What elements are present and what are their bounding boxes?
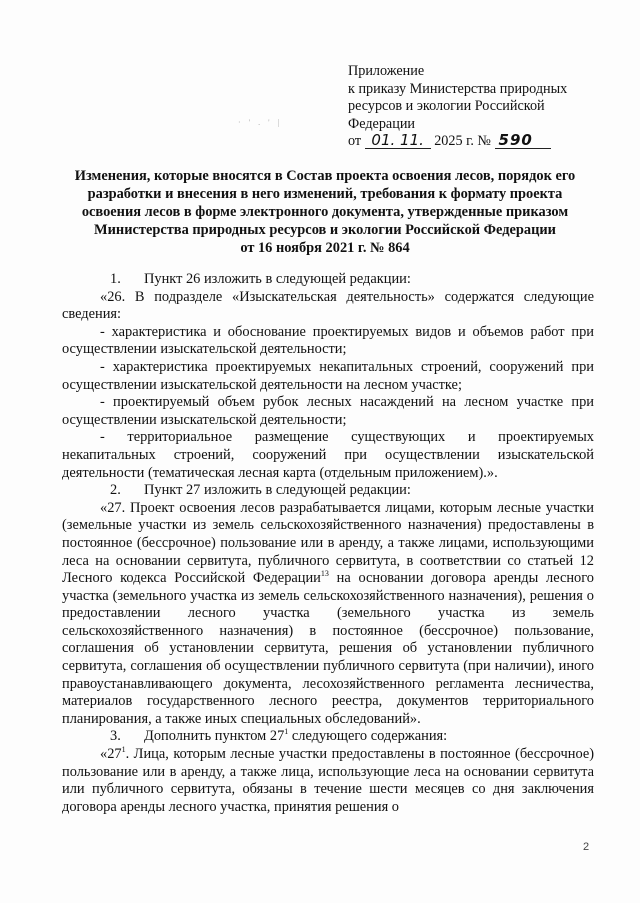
paragraph-text: . Лица, которым лесные участки предоставлены в постоянное (бессрочное) пользование или в аренду, а также лица, использующие леса на основании сервитута или публичного сервитута, обязаны в течение шести месяцев со дня заключения договора аренды лесного участка, принятия решения о (62, 746, 594, 815)
item-number: 2. (110, 482, 121, 499)
handwritten-order-number: 590 (495, 133, 551, 149)
order-date-line (348, 133, 598, 151)
bullet-paragraph: - характеристика и обоснование проектируемых видов и объемов работ при осуществлении изыскательской деятельности; (62, 323, 594, 358)
appendix-line: Приложение (348, 63, 425, 79)
handwritten-date: 01. 11. (365, 133, 431, 149)
paragraph-text: «27 (100, 746, 122, 763)
item-number: 3. (110, 728, 121, 745)
date-year: 2025 г. № (434, 133, 491, 149)
appendix-header (348, 63, 598, 151)
list-item (62, 271, 594, 289)
list-item (62, 728, 594, 746)
faint-stamp-mark: · ' . ' | (238, 118, 283, 127)
item-text: Пункт 27 изложить в следующей редакции: (144, 482, 411, 499)
appendix-line: ресурсов и экологии Российской (348, 98, 545, 114)
appendix-line: Федерации (348, 115, 416, 132)
appendix-line: к приказу Министерства природных (348, 80, 568, 97)
page-number: 2 (583, 841, 590, 853)
item-text: Дополнить пунктом 27 (144, 728, 285, 745)
paragraph-text: на основании договора аренды лесного участка (земельного участка из земель сельскохозяйственного назначения), решения о предоставлении лесного участка (земельного участка из земель сельскохозяйственного назначения) в постоянное (бессрочное) пользование, соглашения об установлении сервитута, решения об установлении публичного сервитута, соглашения об осуществлении публичного сервитута (при наличии), иного правоустанавливающего документа, лесохозяйственного регламента лесничества, материалов государственного лесного реестра, документов территориального планирования, а также иных специальных обследований». (62, 570, 594, 727)
superscript: 1 (121, 745, 126, 755)
item-text: следующего содержания: (288, 728, 448, 745)
list-item (62, 482, 594, 500)
date-prefix: от (348, 133, 362, 149)
title-line: Министерства природных ресурсов и экологии Российской Федерации (94, 222, 556, 238)
document-body (62, 271, 594, 816)
paragraph (62, 500, 594, 729)
item-text: Пункт 26 изложить в следующей редакции: (144, 271, 411, 287)
paragraph (62, 746, 594, 816)
item-number: 1. (110, 271, 121, 287)
paragraph: «26. В подразделе «Изыскательская деятельность» содержатся следующие сведения: (62, 288, 594, 323)
title-line: от 16 ноября 2021 г. № 864 (240, 240, 410, 256)
title-line: разработки и внесения в него изменений, требования к формату проекта (87, 186, 563, 202)
bullet-paragraph: - территориальное размещение существующих и проектируемых некапитальных строений, сооружений при осуществлении изыскательской деятельности (тематическая лесная карта (отдельным приложением).». (62, 429, 594, 481)
bullet-paragraph: - характеристика проектируемых некапитальных строений, сооружений при осуществлении изыскательской деятельности на лесном участке; (62, 358, 594, 393)
superscript: 1 (284, 727, 289, 737)
paragraph-text: «27. Проект освоения лесов разрабатывается лицами, которым лесные участки (земельные участки из земель сельскохозяйственного назначения) предоставлены в постоянное (бессрочное) пользование или в аренду, а также лицами, использующими леса на основании сервитута, публичного сервитута, в соответствии со статьей 12 Лесного кодекса Российской Федерации (62, 499, 594, 587)
title-line: Изменения, которые вносятся в Состав проекта освоения лесов, порядок его (74, 168, 576, 184)
title-line: освоения лесов в форме электронного документа, утвержденные приказом (81, 204, 569, 220)
document-title (60, 167, 590, 257)
footnote-ref: 13 (320, 569, 329, 579)
bullet-paragraph: - проектируемый объем рубок лесных насаждений на лесном участке при осуществлении изыскательской деятельности; (62, 394, 594, 428)
